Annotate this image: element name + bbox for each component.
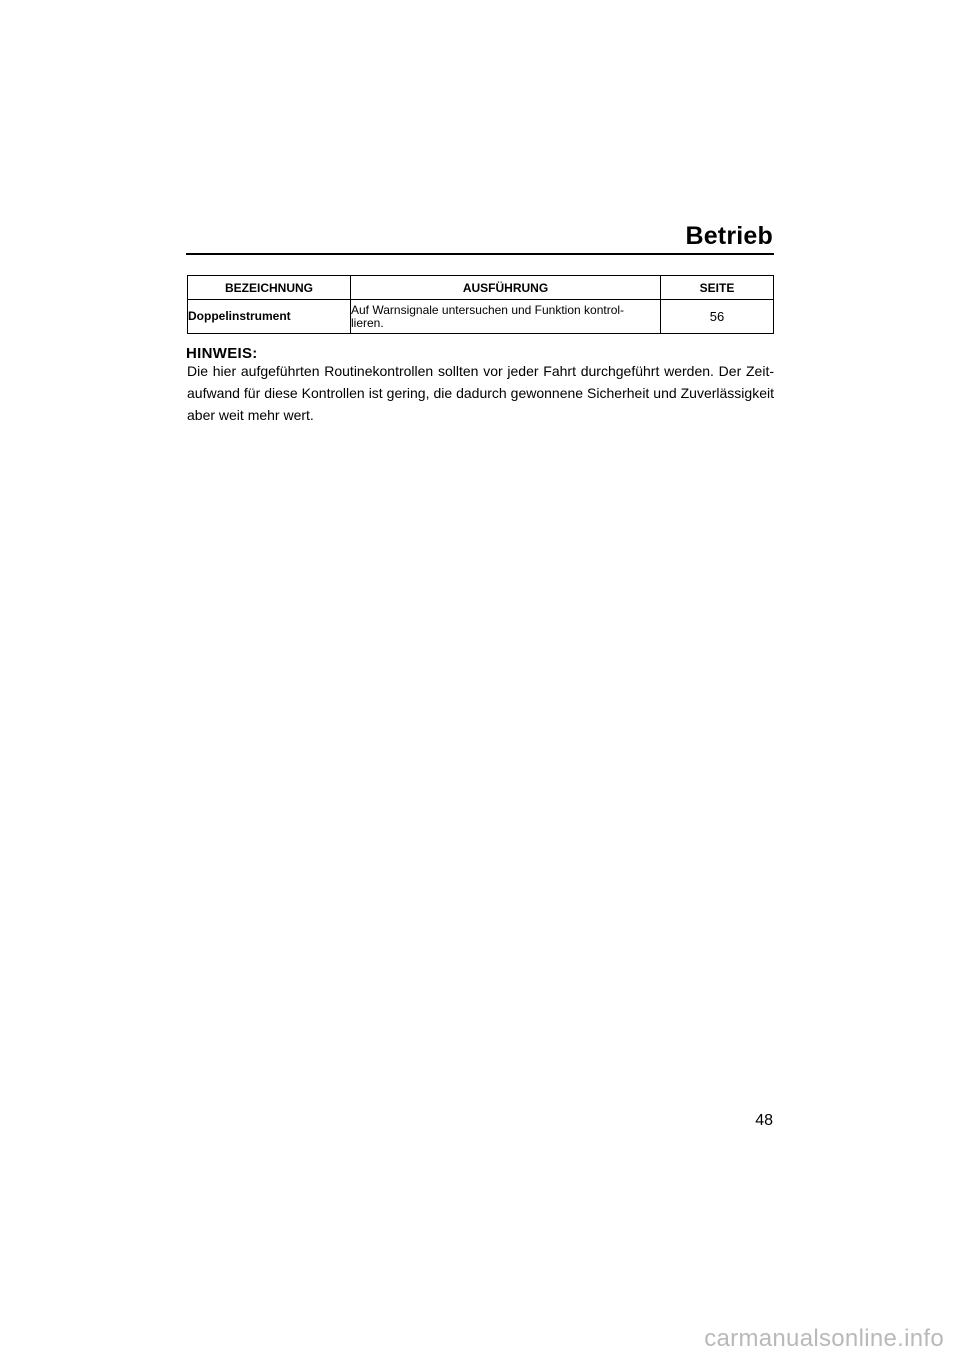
cell-action-line1: Auf Warnsignale untersuchen und Funktion kontrol- xyxy=(351,302,625,317)
column-header-page: SEITE xyxy=(661,276,774,300)
table-row xyxy=(188,300,774,334)
page-title: Betrieb xyxy=(685,222,773,250)
column-header-action: AUSFÜHRUNG xyxy=(351,276,661,300)
inspection-table xyxy=(187,275,774,334)
cell-action xyxy=(351,300,661,334)
note-line: Die hier aufgeführten Routinekontrollen sollten vor jeder Fahrt durchgeführt werden. Der Zeit- xyxy=(187,363,774,379)
note-heading: HINWEIS: xyxy=(186,345,258,362)
header-rule xyxy=(186,253,774,255)
note-line: aufwand für diese Kontrollen ist gering, die dadurch gewonnene Sicherheit und Zuverlässigkeit xyxy=(187,385,774,401)
table-header-row xyxy=(188,276,774,300)
column-header-name: BEZEICHNUNG xyxy=(188,276,351,300)
page-number: 48 xyxy=(755,1112,773,1129)
cell-name: Doppelinstrument xyxy=(188,300,351,334)
note-line: aber weit mehr wert. xyxy=(187,407,314,423)
cell-page: 56 xyxy=(661,300,774,334)
note-text xyxy=(187,360,774,426)
watermark: carmanualsonline.info xyxy=(704,1325,944,1352)
cell-action-line2: lieren. xyxy=(351,315,384,330)
